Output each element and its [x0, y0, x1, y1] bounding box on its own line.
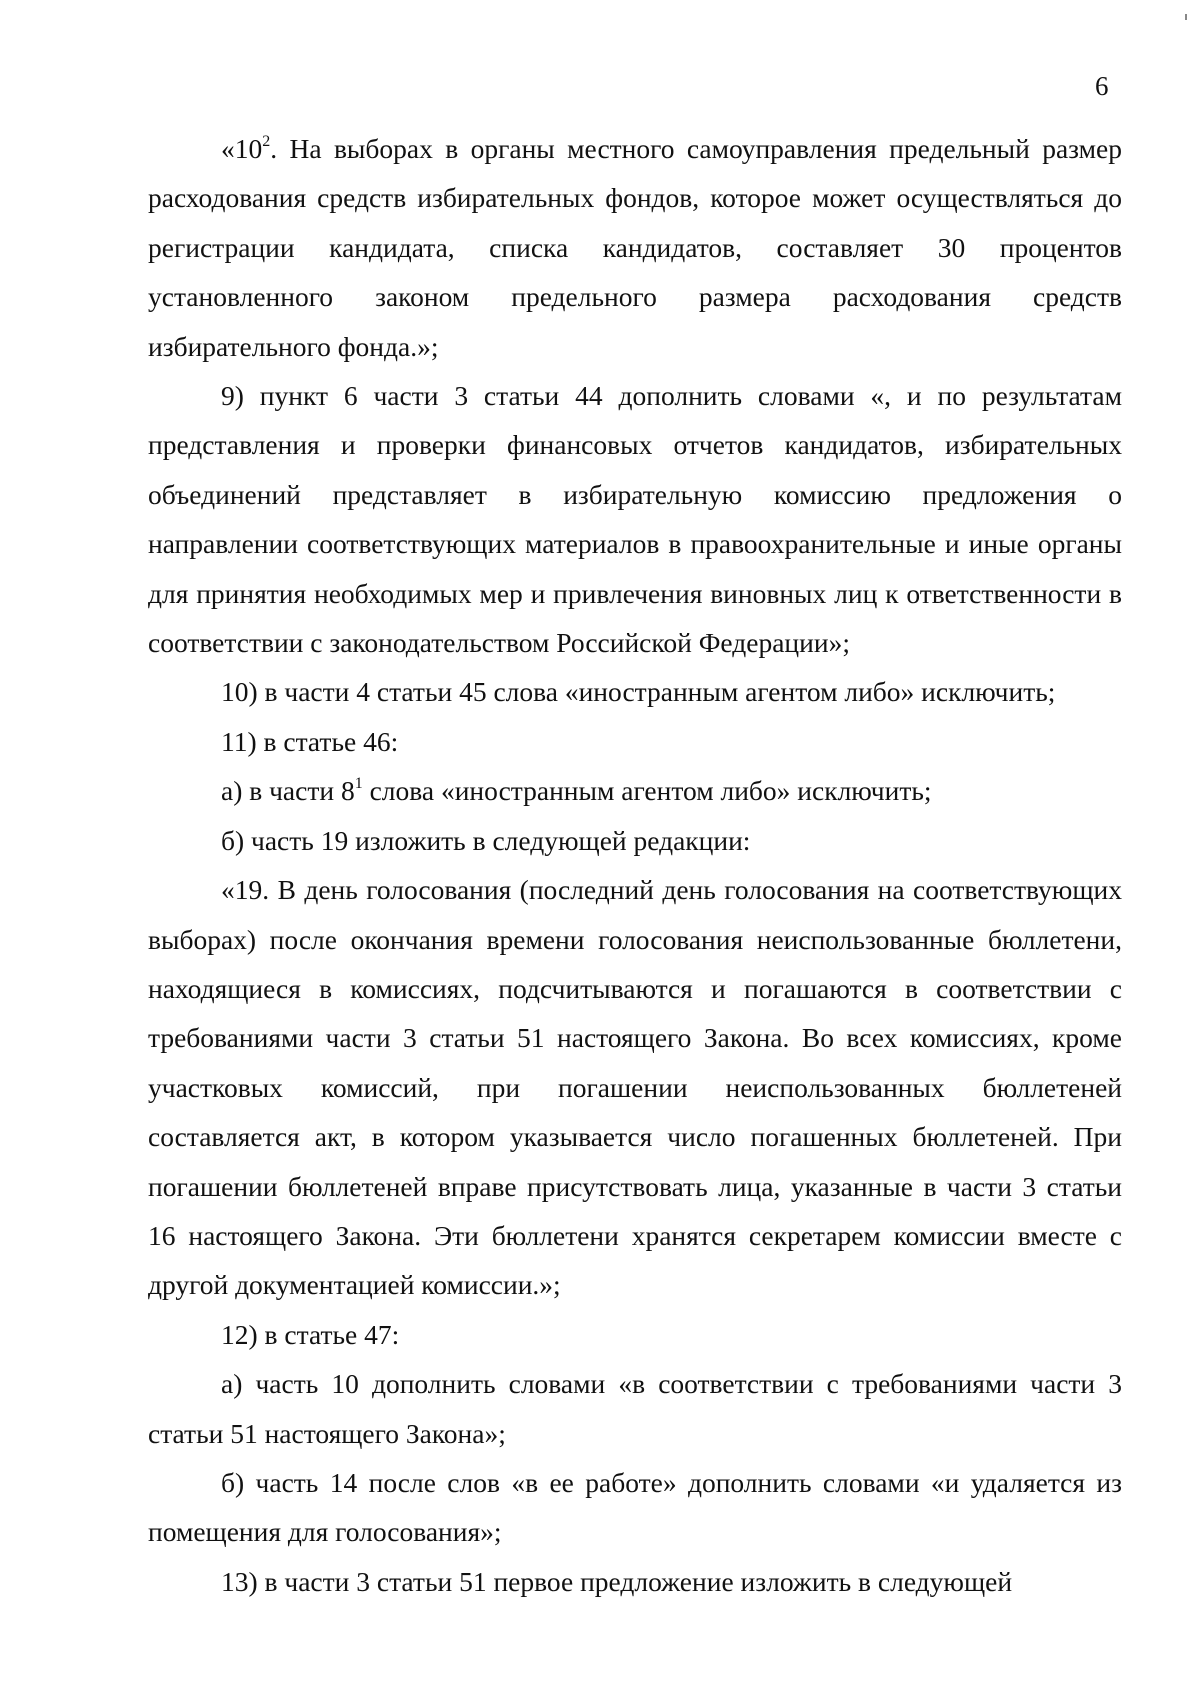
superscript: 1 — [354, 775, 363, 793]
paragraph-item-12b: б) часть 14 после слов «в ее работе» дополнить словами «и удаляется из помещения для голосования»; — [148, 1466, 1122, 1548]
paragraph-item-13: 13) в части 3 статьи 51 первое предложение изложить в следующей — [221, 1565, 1013, 1597]
paragraph-item-10: 10) в части 4 статьи 45 слова «иностранным агентом либо» исключить; — [221, 676, 1056, 708]
paragraph-item-11a — [148, 766, 1122, 815]
paragraph-text: слова «иностранным агентом либо» исключить; — [362, 775, 932, 807]
paragraph-text: . На выборах в органы местного самоуправления предельный размер расходования средств избирательных фондов, которое может осуществляться до регистрации кандидата, списка кандидатов, составляет 30 процентов установленного законом предельного размера расходования средств избирательного фонда.»; — [148, 133, 1122, 362]
paragraph-item-9: 9) пункт 6 части 3 статьи 44 дополнить словами «, и по результатам представления и проверки финансовых отчетов кандидатов, избирательных объединений представляет в избирательную комиссию предложения о направлении соответствующих материалов в правоохранительные и иные органы для принятия необходимых мер и привлечения виновных лиц к ответственности в соответствии с законодательством Российской Федерации»; — [148, 380, 1122, 659]
paragraph-part-19: «19. В день голосования (последний день голосования на соответствующих выборах) после окончания времени голосования неиспользованные бюллетени, находящиеся в комиссиях, подсчитываются и погашаются в соответствии с требованиями части 3 статьи 51 настоящего Закона. Во всех комиссиях, кроме участковых комиссий, при погашении неиспользованных бюллетеней составляется акт, в котором указывается число погашенных бюллетеней. При погашении бюллетеней вправе присутствовать лица, указанные в части 3 статьи 16 настоящего Закона. Эти бюллетени хранятся секретарем комиссии вместе с другой документацией комиссии.»; — [148, 874, 1122, 1301]
paragraph-10-2 — [148, 124, 1122, 371]
paragraph-item-11: 11) в статье 46: — [221, 725, 399, 757]
paragraph-item-12a: а) часть 10 дополнить словами «в соответствии с требованиями части 3 статьи 51 настоящего Закона»; — [148, 1368, 1122, 1449]
paragraph-prefix: а) в части 8 — [221, 775, 355, 807]
paragraph-prefix: «10 — [221, 133, 263, 164]
paragraph-item-11b: б) часть 19 изложить в следующей редакции: — [221, 824, 751, 856]
body-text — [148, 124, 1122, 1606]
page-number: 6 — [1095, 71, 1109, 101]
paragraph-item-12: 12) в статье 47: — [221, 1318, 400, 1350]
superscript: 2 — [262, 133, 271, 150]
scan-mark — [1185, 14, 1187, 20]
